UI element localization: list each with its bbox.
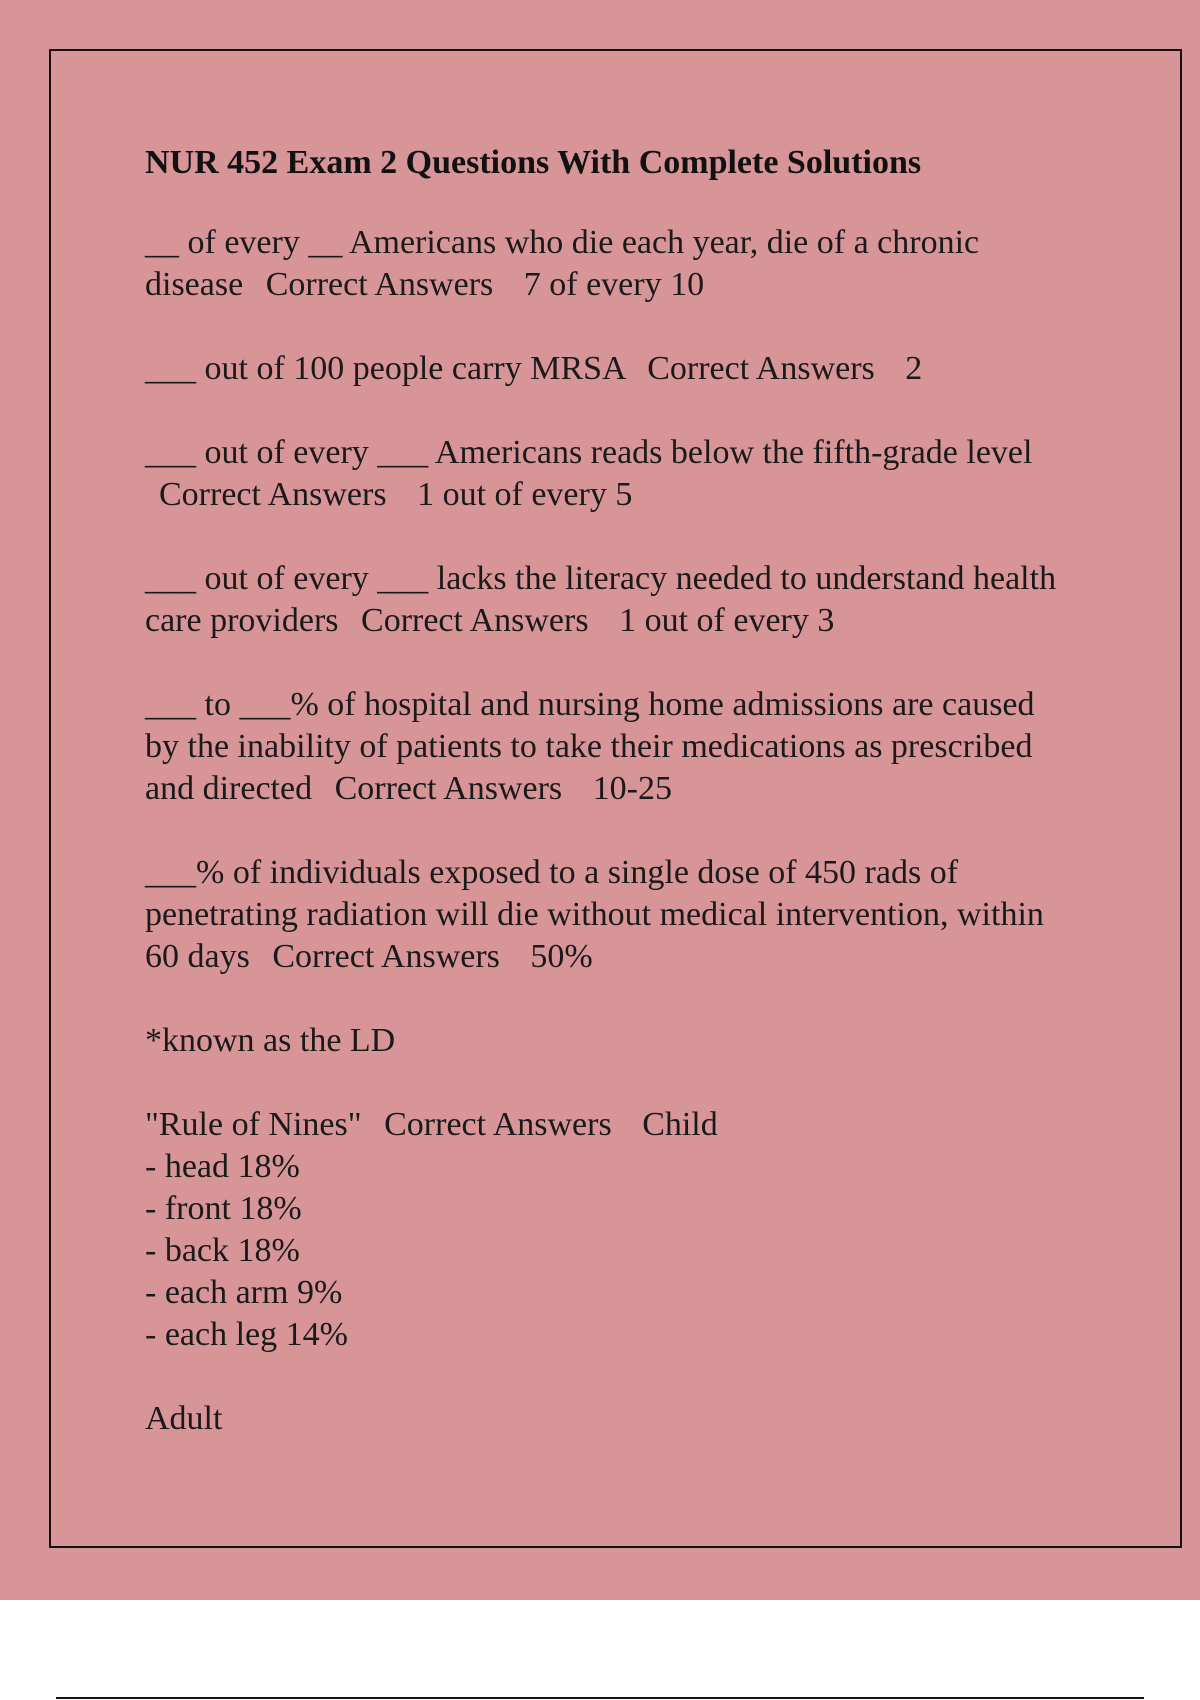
list-item: - front 18% xyxy=(145,1190,302,1227)
qa-item-2 xyxy=(145,348,1075,390)
list-item: - each leg 14% xyxy=(145,1316,348,1353)
question-text: ___ out of 100 people carry MRSA xyxy=(145,350,625,387)
question-text: ___ to ___% of hospital and nursing home admissions are caused by the inability of patients to take their medications as prescribed and directed xyxy=(145,686,1035,807)
list-item: - back 18% xyxy=(145,1232,300,1269)
footer-divider xyxy=(56,1697,1144,1699)
adult-heading: Adult xyxy=(145,1400,223,1437)
document-title: NUR 452 Exam 2 Questions With Complete Solutions xyxy=(145,144,922,181)
answer-value: Child xyxy=(642,1106,718,1143)
answer-value: 50% xyxy=(530,938,593,975)
qa-item-5 xyxy=(145,684,1075,810)
qa-item-1 xyxy=(145,222,1075,306)
answer-label: Correct Answers xyxy=(361,602,589,639)
question-text: ___ out of every ___ Americans reads below the fifth-grade level xyxy=(145,434,1033,471)
answer-value: 2 xyxy=(905,350,923,387)
list-item: - head 18% xyxy=(145,1148,300,1185)
answer-value: 10-25 xyxy=(592,770,672,807)
answer-label: Correct Answers xyxy=(265,266,494,303)
qa-item-3 xyxy=(145,432,1075,516)
qa-item-4 xyxy=(145,558,1075,642)
question-text: ___ out of every ___ lacks the literacy needed to understand health care providers xyxy=(145,560,1057,639)
answer-value: 1 out of every 3 xyxy=(619,602,835,639)
rule-of-nines-child-list xyxy=(145,1146,1075,1356)
note-text: *known as the LD xyxy=(145,1022,396,1059)
answer-label: Correct Answers xyxy=(647,350,875,387)
list-item: - each arm 9% xyxy=(145,1274,343,1311)
answer-label: Correct Answers xyxy=(384,1106,612,1143)
question-text: ___% of individuals exposed to a single dose of 450 rads of penetrating radiation will die without medical intervention, within 60 days xyxy=(145,854,1044,975)
qa-item-rule-of-nines xyxy=(145,1104,1075,1146)
answer-label: Correct Answers xyxy=(334,770,563,807)
answer-label: Correct Answers xyxy=(272,938,500,975)
answer-label: Correct Answers xyxy=(159,476,387,513)
qa-item-6 xyxy=(145,852,1075,978)
document-body xyxy=(145,142,1075,1482)
answer-value: 1 out of every 5 xyxy=(417,476,633,513)
question-text: __ of every __ Americans who die each year, die of a chronic disease xyxy=(145,224,980,303)
answer-value: 7 of every 10 xyxy=(523,266,705,303)
question-text: "Rule of Nines" xyxy=(145,1106,362,1143)
